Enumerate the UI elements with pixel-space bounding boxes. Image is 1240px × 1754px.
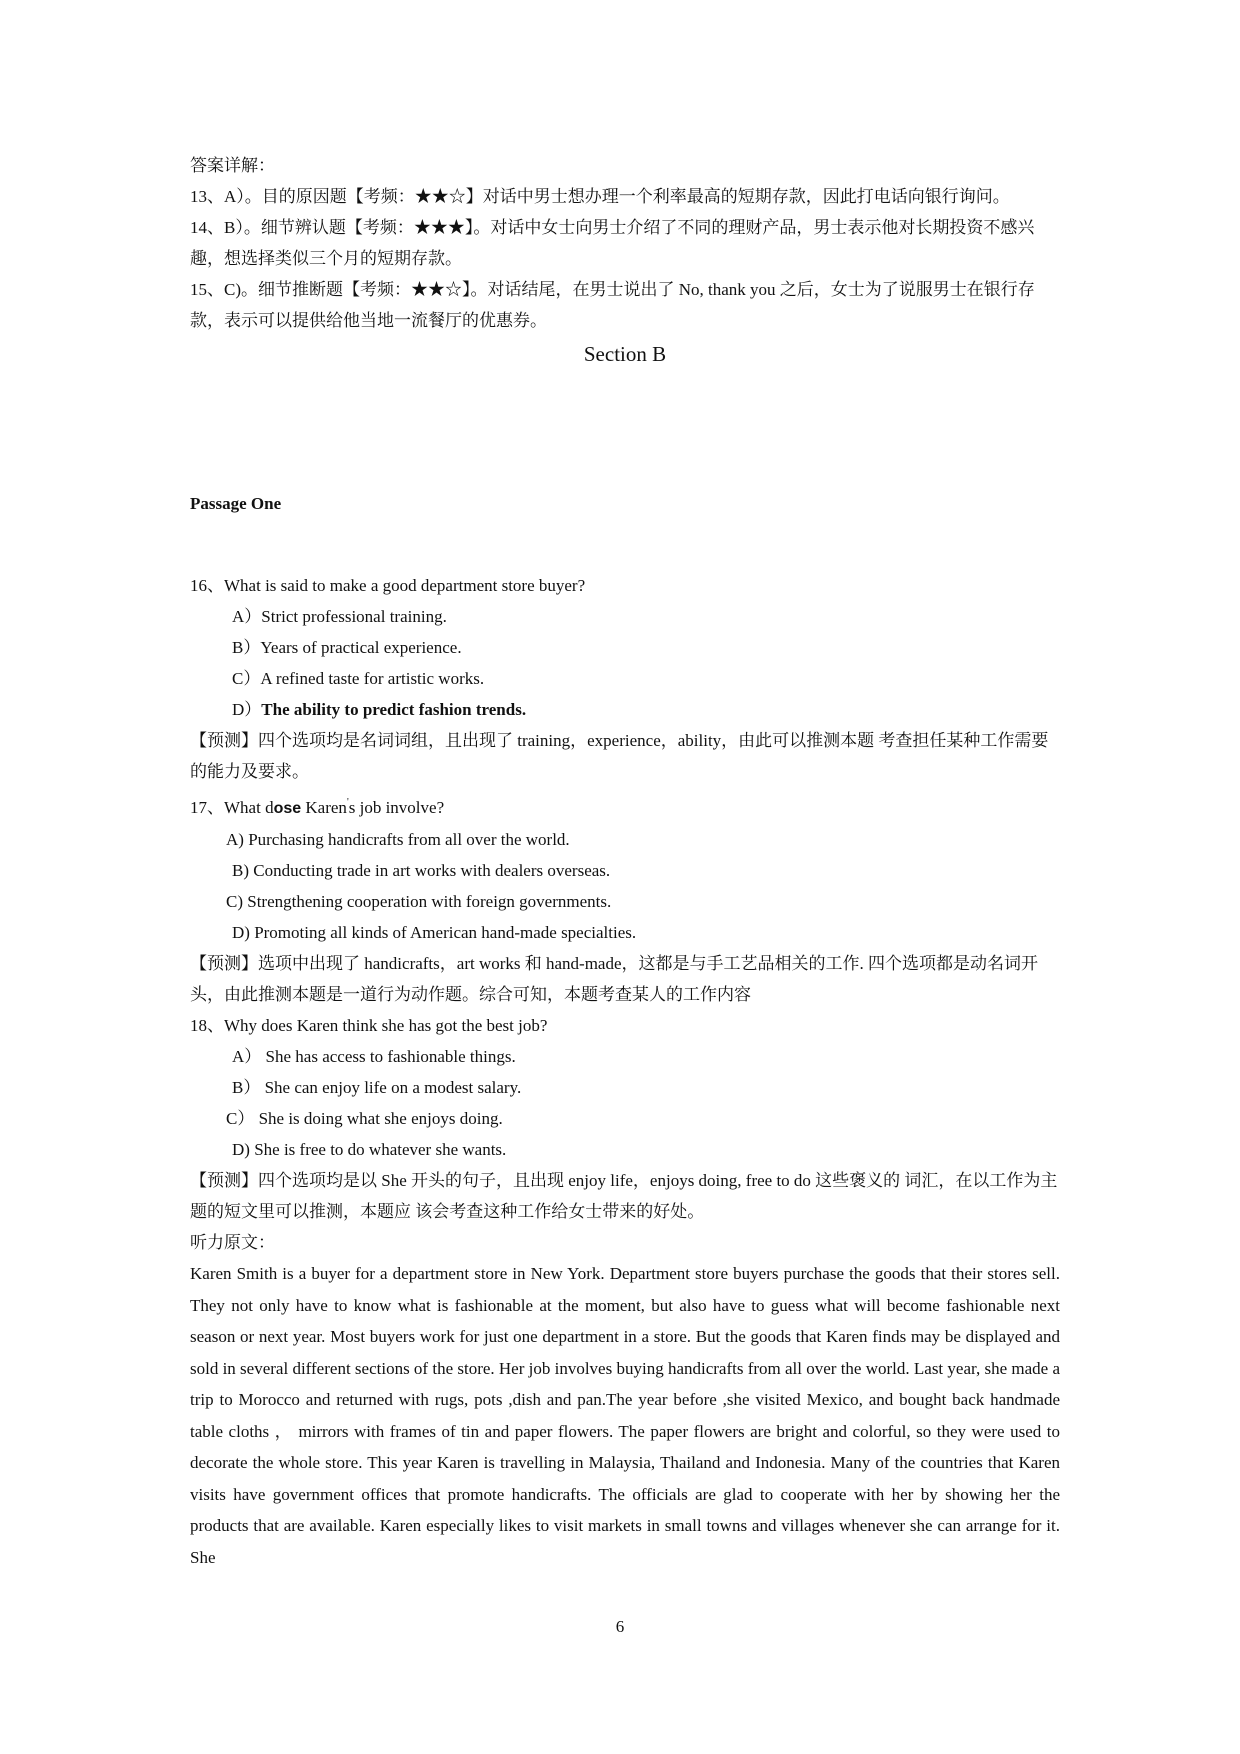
answers-heading: 答案详解：: [190, 156, 275, 175]
passage-title: Passage One: [190, 494, 282, 513]
answer-13: 13、A）。目的原因题【考频：★★☆】对话中男士想办理一个利率最高的短期存款，因此打电话向银行询问。: [190, 187, 1010, 206]
page-number: 6: [615, 1617, 625, 1636]
q16-option-d-letter: D）: [232, 700, 262, 719]
q17-option-a: A) Purchasing handicrafts from all over the world.: [226, 830, 570, 849]
q17-question-sans: ose: [273, 800, 302, 817]
q17-option-b: B) Conducting trade in art works with dealers overseas.: [232, 861, 611, 880]
section-title: Section B: [583, 342, 667, 366]
q17-question-suffix: s job involve?: [348, 798, 445, 817]
q17-question-prefix: 17、What d: [190, 798, 274, 817]
q16-option-d: [190, 694, 1060, 725]
q16-prediction: 【预测】四个选项均是名词词组，且出现了 training，experience，ability，由此可以推测本题 考查担任某种工作需要的能力及要求。: [190, 731, 1049, 781]
q16-option-c: C）A refined taste for artistic works.: [232, 669, 485, 688]
question-18: 18、Why does Karen think she has got the best job?: [190, 1016, 548, 1035]
q16-option-d-text: The ability to predict fashion trends.: [261, 700, 527, 719]
transcript-heading: 听力原文：: [190, 1233, 275, 1252]
q18-option-d: D) She is free to do whatever she wants.: [232, 1140, 507, 1159]
q16-option-b: B）Years of practical experience.: [232, 638, 462, 657]
q17-question-mid: Karen: [301, 798, 347, 817]
transcript-text: Karen Smith is a buyer for a department store in New York. Department store buyers purchase the goods that their stores sell. They not only have to know what is fashionable at the moment, but also have to guess what will become fashionable next season or next year. Most buyers work for just one department in a store. But the goods that Karen finds may be displayed and sold in several different sections of the store. Her job involves buying handicrafts from all over the world. Last year, she made a trip to Morocco and returned with rugs, pots ,dish and pan.The year before ,she visited Mexico, and bought back handmade table cloths ， mirrors with frames of tin and paper flowers. The paper flowers are bright and colorful, so they were used to decorate the whole store. This year Karen is travelling in Malaysia, Thailand and Indonesia. Many of the countries that Karen visits have government offices that promote handicrafts. The officials are glad to cooperate with her by showing her the products that are available. Karen especially likes to visit markets in small towns and villages whenever she can arrange for it. She: [190, 1264, 1060, 1567]
answer-15: 15、C)。细节推断题【考频：★★☆】。对话结尾，在男士说出了 No, thank you 之后，女士为了说服男士在银行存款，表示可以提供给他当地一流餐厅的优惠券。: [190, 280, 1035, 330]
q18-option-c: C） She is doing what she enjoys doing.: [226, 1109, 503, 1128]
q18-option-b: B） She can enjoy life on a modest salary.: [232, 1078, 522, 1097]
questions-block: [190, 570, 1060, 1573]
q18-option-a: A） She has access to fashionable things.: [232, 1047, 516, 1066]
answer-14: 14、B）。细节辨认题【考频：★★★】。对话中女士向男士介绍了不同的理财产品，男士表示他对长期投资不感兴趣，想选择类似三个月的短期存款。: [190, 218, 1035, 268]
document-body: [190, 150, 1060, 1567]
q17-option-c: C) Strengthening cooperation with foreign governments.: [226, 892, 612, 911]
q17-option-d: D) Promoting all kinds of American hand-made specialties.: [232, 923, 637, 942]
question-17: [190, 787, 1060, 824]
q17-prediction: 【预测】选项中出现了 handicrafts，art works 和 hand-made，这都是与手工艺品相关的工作. 四个选项都是动名词开头，由此推测本题是一道行为动作题。综合可知，本题考查某人的工作内容: [190, 954, 1039, 1004]
question-16: 16、What is said to make a good department store buyer?: [190, 576, 586, 595]
q18-prediction: 【预测】四个选项均是以 She 开头的句子，且出现 enjoy life，enjoys doing, free to do 这些褒义的 词汇，在以工作为主题的短文里可以推测，本题应 该会考查这种工作给女士带来的好处。: [190, 1171, 1058, 1221]
q16-option-a: A）Strict professional training.: [232, 607, 447, 626]
q17-question-sup: ': [346, 797, 349, 808]
